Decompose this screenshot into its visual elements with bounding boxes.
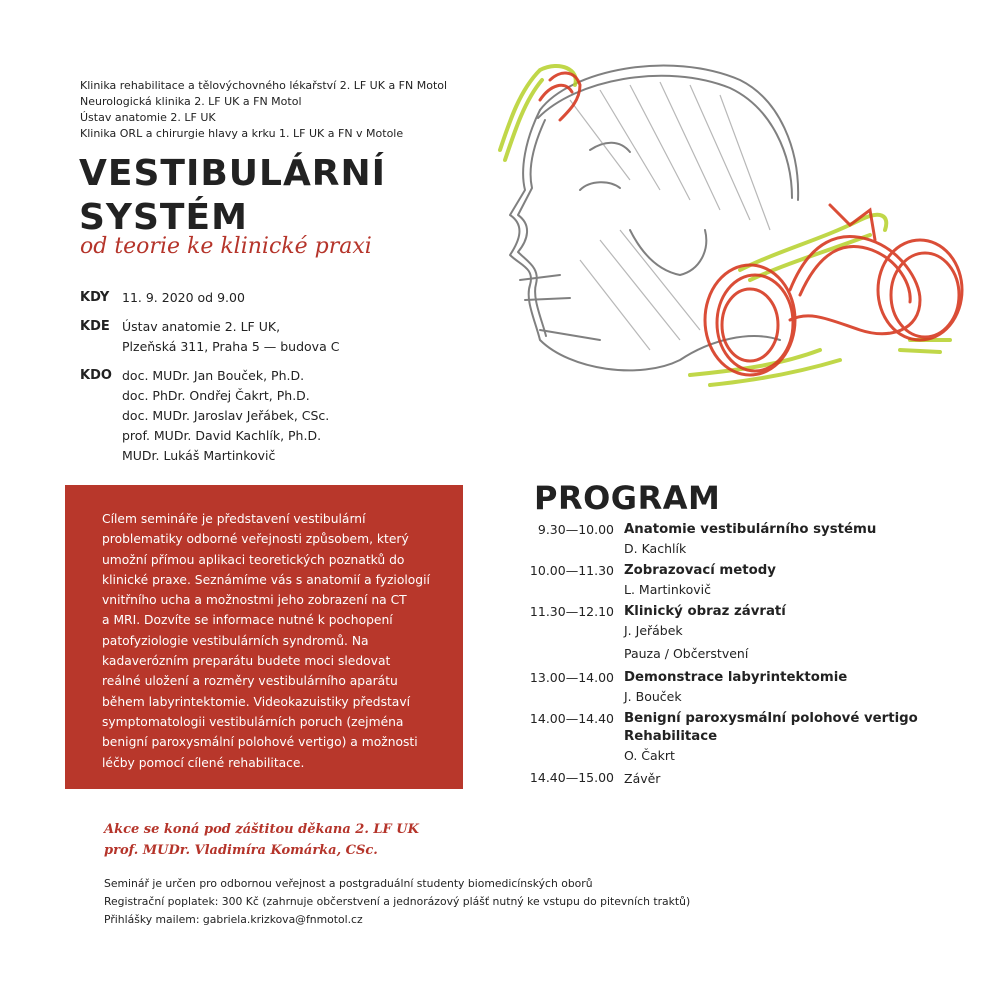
description-line: klinické praxe. Seznámíme vás s anatomií a fyziologií: [102, 572, 430, 587]
where-value: [122, 317, 339, 357]
program-heading: PROGRAM: [534, 479, 721, 517]
program-break-label: Pauza / Občerstvení: [624, 646, 749, 661]
footer-line: Přihlášky mailem: gabriela.krizkova@fnmotol.cz: [104, 913, 363, 926]
patronage-note: [104, 819, 419, 861]
footer-line: Seminář je určen pro odbornou veřejnost a postgraduální studenty biomedicínských oborů: [104, 877, 593, 890]
program-schedule: [522, 521, 972, 792]
program-speaker: O. Čakrt: [624, 748, 675, 763]
description-line: problematiky odborné veřejnosti způsobem, který: [102, 532, 409, 547]
program-time: 14.40—15.00: [529, 770, 614, 785]
program-speaker: D. Kachlík: [624, 541, 687, 556]
where-row: [80, 317, 339, 357]
program-closing-label: Závěr: [624, 771, 661, 786]
program-item: [522, 562, 972, 599]
program-topic: Anatomie vestibulárního systému: [624, 522, 877, 537]
title-line-2: SYSTÉM: [79, 197, 248, 238]
program-speaker: J. Jeřábek: [624, 623, 683, 638]
description-line: a MRI. Dozvíte se informace nutné k pochopení: [102, 613, 393, 628]
description-line: umožní přímou aplikaci teoretických poznatků do: [102, 552, 405, 567]
program-time: 10.00—11.30: [529, 563, 614, 578]
description-line: léčby pomocí cílené rehabilitace.: [102, 755, 305, 770]
footer-notes: [104, 875, 690, 929]
who-label: KDO: [80, 368, 112, 383]
program-time: 11.30—12.10: [529, 604, 614, 619]
event-info: [80, 288, 339, 475]
program-topic: Demonstrace labyrintektomie: [624, 670, 848, 685]
program-time: 13.00—14.00: [529, 670, 614, 685]
patronage-line: Akce se koná pod záštitou děkana 2. LF UK: [104, 822, 419, 837]
where-line: Ústav anatomie 2. LF UK,: [122, 319, 281, 334]
institution-line: Neurologická klinika 2. LF UK a FN Motol: [80, 95, 302, 108]
who-value: [122, 366, 329, 466]
where-line: Plzeňská 311, Praha 5 — budova C: [122, 339, 340, 354]
program-speaker: L. Martinkovič: [624, 582, 711, 597]
program-time: 9.30—10.00: [537, 522, 614, 537]
description-line: symptomatologii vestibulárních poruch (zejména: [102, 714, 404, 729]
description-line: reálné uložení a rozměry vestibulárního aparátu: [102, 674, 398, 689]
institution-line: Klinika ORL a chirurgie hlavy a krku 1. LF UK a FN v Motole: [80, 127, 404, 140]
patronage-line: prof. MUDr. Vladimíra Komárka, CSc.: [104, 843, 378, 858]
when-row: [80, 288, 339, 308]
program-item: [522, 769, 972, 788]
program-topic: Benigní paroxysmální polohové vertigo Rehabilitace: [624, 711, 918, 744]
institution-line: Klinika rehabilitace a tělovýchovného lékařství 2. LF UK a FN Motol: [80, 79, 448, 92]
description-line: vnitřního ucha a možnostmi jeho zobrazení na CT: [102, 593, 407, 608]
program-time: 14.00—14.40: [529, 711, 614, 726]
description-line: Cílem semináře je představení vestibulární: [102, 512, 366, 526]
where-label: KDE: [80, 319, 110, 334]
program-item: [522, 521, 972, 558]
when-value: [122, 288, 245, 308]
institution-line: Ústav anatomie 2. LF UK: [80, 111, 216, 124]
program-item: [522, 603, 972, 640]
footer-line: Registrační poplatek: 300 Kč (zahrnuje občerstvení a jednorázový plášť nutný ke vstupu do pitevních traktů): [104, 895, 691, 908]
when-label: KDY: [80, 290, 110, 305]
program-item: [522, 669, 972, 706]
program-time: [522, 644, 624, 663]
title-line-1: VESTIBULÁRNÍ: [79, 153, 387, 194]
program-topic: Klinický obraz závratí: [624, 604, 786, 619]
institution-list: [80, 78, 447, 142]
speaker-name: MUDr. Lukáš Martinkovič: [122, 448, 276, 463]
description-box: [65, 485, 463, 789]
speaker-name: prof. MUDr. David Kachlík, Ph.D.: [122, 428, 322, 443]
program-topic: Zobrazovací metody: [624, 563, 776, 578]
program-speaker: J. Bouček: [624, 689, 682, 704]
page-title: [79, 152, 386, 240]
description-line: během labyrintektomie. Videokazuistiky představí: [102, 694, 411, 709]
speaker-name: doc. MUDr. Jaroslav Jeřábek, CSc.: [122, 408, 330, 423]
description-line: benigní paroxysmální polohové vertigo) a možnosti: [102, 735, 418, 750]
program-break: [522, 644, 972, 663]
description-line: patofyziologie vestibulárních syndromů. Na: [102, 633, 369, 648]
page-subtitle: od teorie ke klinické praxi: [80, 234, 372, 259]
when-line: 11. 9. 2020 od 9.00: [122, 290, 245, 305]
program-item: [522, 710, 972, 765]
description-line: kadaverózním preparátu budete moci sledovat: [102, 654, 391, 669]
speaker-name: doc. MUDr. Jan Bouček, Ph.D.: [122, 368, 305, 383]
speaker-name: doc. PhDr. Ondřej Čakrt, Ph.D.: [122, 388, 310, 403]
who-row: [80, 366, 339, 466]
head-sketch-illustration: [480, 40, 980, 400]
